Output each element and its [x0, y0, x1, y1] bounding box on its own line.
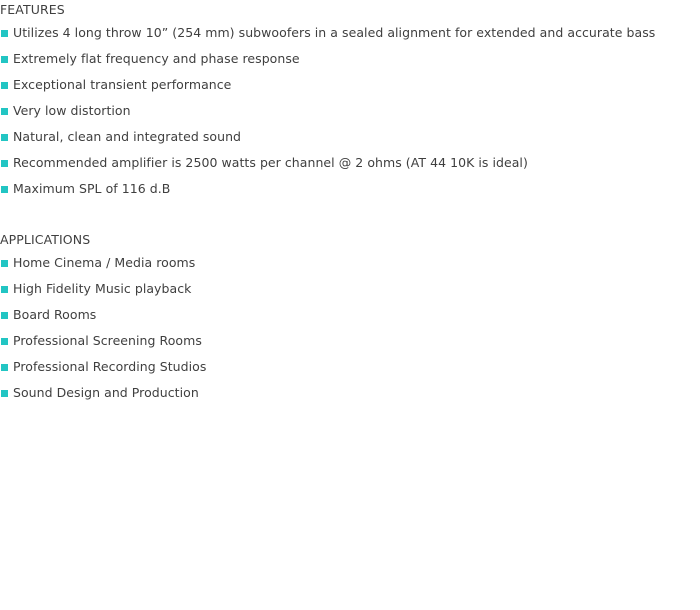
list-item-text: High Fidelity Music playback [13, 281, 192, 296]
square-bullet-icon [1, 186, 8, 193]
list-item-text: Maximum SPL of 116 d.B [13, 181, 171, 196]
list-item-text: Recommended amplifier is 2500 watts per channel @ 2 ohms (AT 44 10K is ideal) [13, 155, 528, 170]
applications-section [0, 230, 206, 406]
list-item [0, 124, 655, 150]
square-bullet-icon [1, 108, 8, 115]
list-item-text: Professional Recording Studios [13, 359, 207, 374]
list-item-text: Exceptional transient performance [13, 77, 232, 92]
list-item [0, 20, 655, 46]
square-bullet-icon [1, 390, 8, 397]
list-item-text: Extremely flat frequency and phase response [13, 51, 300, 66]
list-item [0, 150, 655, 176]
square-bullet-icon [1, 134, 8, 141]
list-item [0, 276, 206, 302]
list-item-text: Board Rooms [13, 307, 97, 322]
square-bullet-icon [1, 56, 8, 63]
applications-heading: APPLICATIONS [0, 232, 91, 247]
square-bullet-icon [1, 30, 8, 37]
square-bullet-icon [1, 82, 8, 89]
square-bullet-icon [1, 312, 8, 319]
list-item [0, 250, 206, 276]
list-item [0, 98, 655, 124]
list-item [0, 328, 206, 354]
list-item-text: Home Cinema / Media rooms [13, 255, 196, 270]
list-item [0, 354, 206, 380]
list-item-text: Utilizes 4 long throw 10” (254 mm) subwoofers in a sealed alignment for extended and accurate bass [13, 25, 656, 40]
features-list [0, 20, 655, 202]
list-item-text: Natural, clean and integrated sound [13, 129, 242, 144]
list-item [0, 72, 655, 98]
list-item-text: Sound Design and Production [13, 385, 199, 400]
square-bullet-icon [1, 364, 8, 371]
list-item-text: Very low distortion [13, 103, 131, 118]
square-bullet-icon [1, 160, 8, 167]
square-bullet-icon [1, 338, 8, 345]
list-item-text: Professional Screening Rooms [13, 333, 202, 348]
features-section [0, 0, 655, 202]
square-bullet-icon [1, 286, 8, 293]
list-item [0, 380, 206, 406]
applications-list [0, 250, 206, 406]
square-bullet-icon [1, 260, 8, 267]
list-item [0, 302, 206, 328]
list-item [0, 176, 655, 202]
list-item [0, 46, 655, 72]
features-heading: FEATURES [0, 2, 65, 17]
